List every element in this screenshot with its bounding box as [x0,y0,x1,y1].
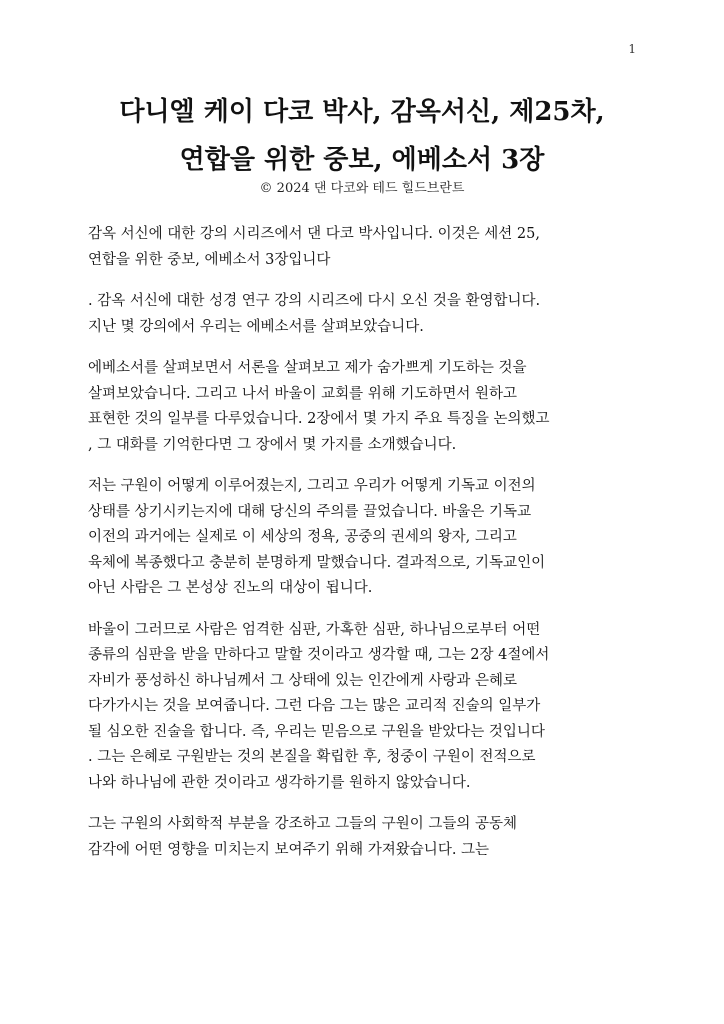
text-line: 그는 구원의 사회학적 부분을 강조하고 그들의 구원이 그들의 공동체 [88,816,518,832]
text-line: 에베소서를 살펴보면서 서론을 살펴보고 제가 숨가쁘게 기도하는 것을 [88,360,527,376]
title-line: 연합을 위한 중보, 에베소서 3장 [179,145,545,175]
text-line: 연합을 위한 중보, 에베소서 3장입니다 [88,251,331,268]
text-line: . 감옥 서신에 대한 성경 연구 강의 시리즈에 다시 오신 것을 환영합니다. [88,293,541,309]
page-number: 1 [628,42,636,56]
text-line: 이전의 과거에는 실제로 이 세상의 정욕, 공중의 권세의 왕자, 그리고 [88,529,517,545]
text-line: 바울이 그러므로 사람은 엄격한 심판, 가혹한 심판, 하나님으로부터 어떤 [88,621,541,638]
text-line: 감옥 서신에 대한 강의 시리즈에서 댄 다코 박사입니다. 이것은 세션 25, [88,226,540,242]
copyright-line: © 2024 댄 다코와 테드 힐드브란트 [259,181,465,196]
text-line: 저는 구원이 어떻게 이루어졌는지, 그리고 우리가 어떻게 기독교 이전의 [88,478,536,494]
text-line: 지난 몇 강의에서 우리는 에베소서를 살펴보았습니다. [88,318,424,335]
text-line: 감각에 어떤 영향을 미치는지 보여주기 위해 가져왔습니다. 그는 [88,841,490,858]
document-title [60,88,664,184]
document-body [88,222,648,879]
text-line: 자비가 풍성하신 하나님께서 그 상태에 있는 인간에게 사랑과 은혜로 [88,672,518,689]
text-line: 표현한 것의 일부를 다루었습니다. 2장에서 몇 가지 주요 특징을 논의했고 [88,411,550,427]
paragraph [88,618,648,797]
text-line: 상태를 상기시키는지에 대해 당신의 주의를 끌었습니다. 바울은 기독교 [88,503,532,520]
text-line: 육체에 복종했다고 충분히 분명하게 말했습니다. 결과적으로, 기독교인이 [88,554,546,571]
text-line: . 그는 은혜로 구원받는 것의 본질을 확립한 후, 청중이 구원이 전적으로 [88,749,536,765]
text-line: 나와 하나님에 관한 것이라고 생각하기를 원하지 않았습니다. [88,774,471,791]
paragraph [88,812,648,863]
text-line: 다가가시는 것을 보여줍니다. 그런 다음 그는 많은 교리적 진술의 일부가 [88,698,541,714]
title-line: 다니엘 케이 다코 박사, 감옥서신, 제25차, [119,97,605,127]
text-line: 아닌 사람은 그 본성상 진노의 대상이 됩니다. [88,580,373,596]
text-line: 될 심오한 진술을 합니다. 즉, 우리는 믿음으로 구원을 받았다는 것입니다 [88,723,545,740]
paragraph [88,222,648,273]
paragraph [88,474,648,602]
text-line: 살펴보았습니다. 그리고 나서 바울이 교회를 위해 기도하면서 원하고 [88,385,518,402]
paragraph [88,356,648,458]
text-line: 종류의 심판을 받을 만하다고 말할 것이라고 생각할 때, 그는 2장 4절에서 [88,647,550,663]
text-line: , 그 대화를 기억한다면 그 장에서 몇 가지를 소개했습니다. [88,436,457,453]
paragraph [88,289,648,340]
